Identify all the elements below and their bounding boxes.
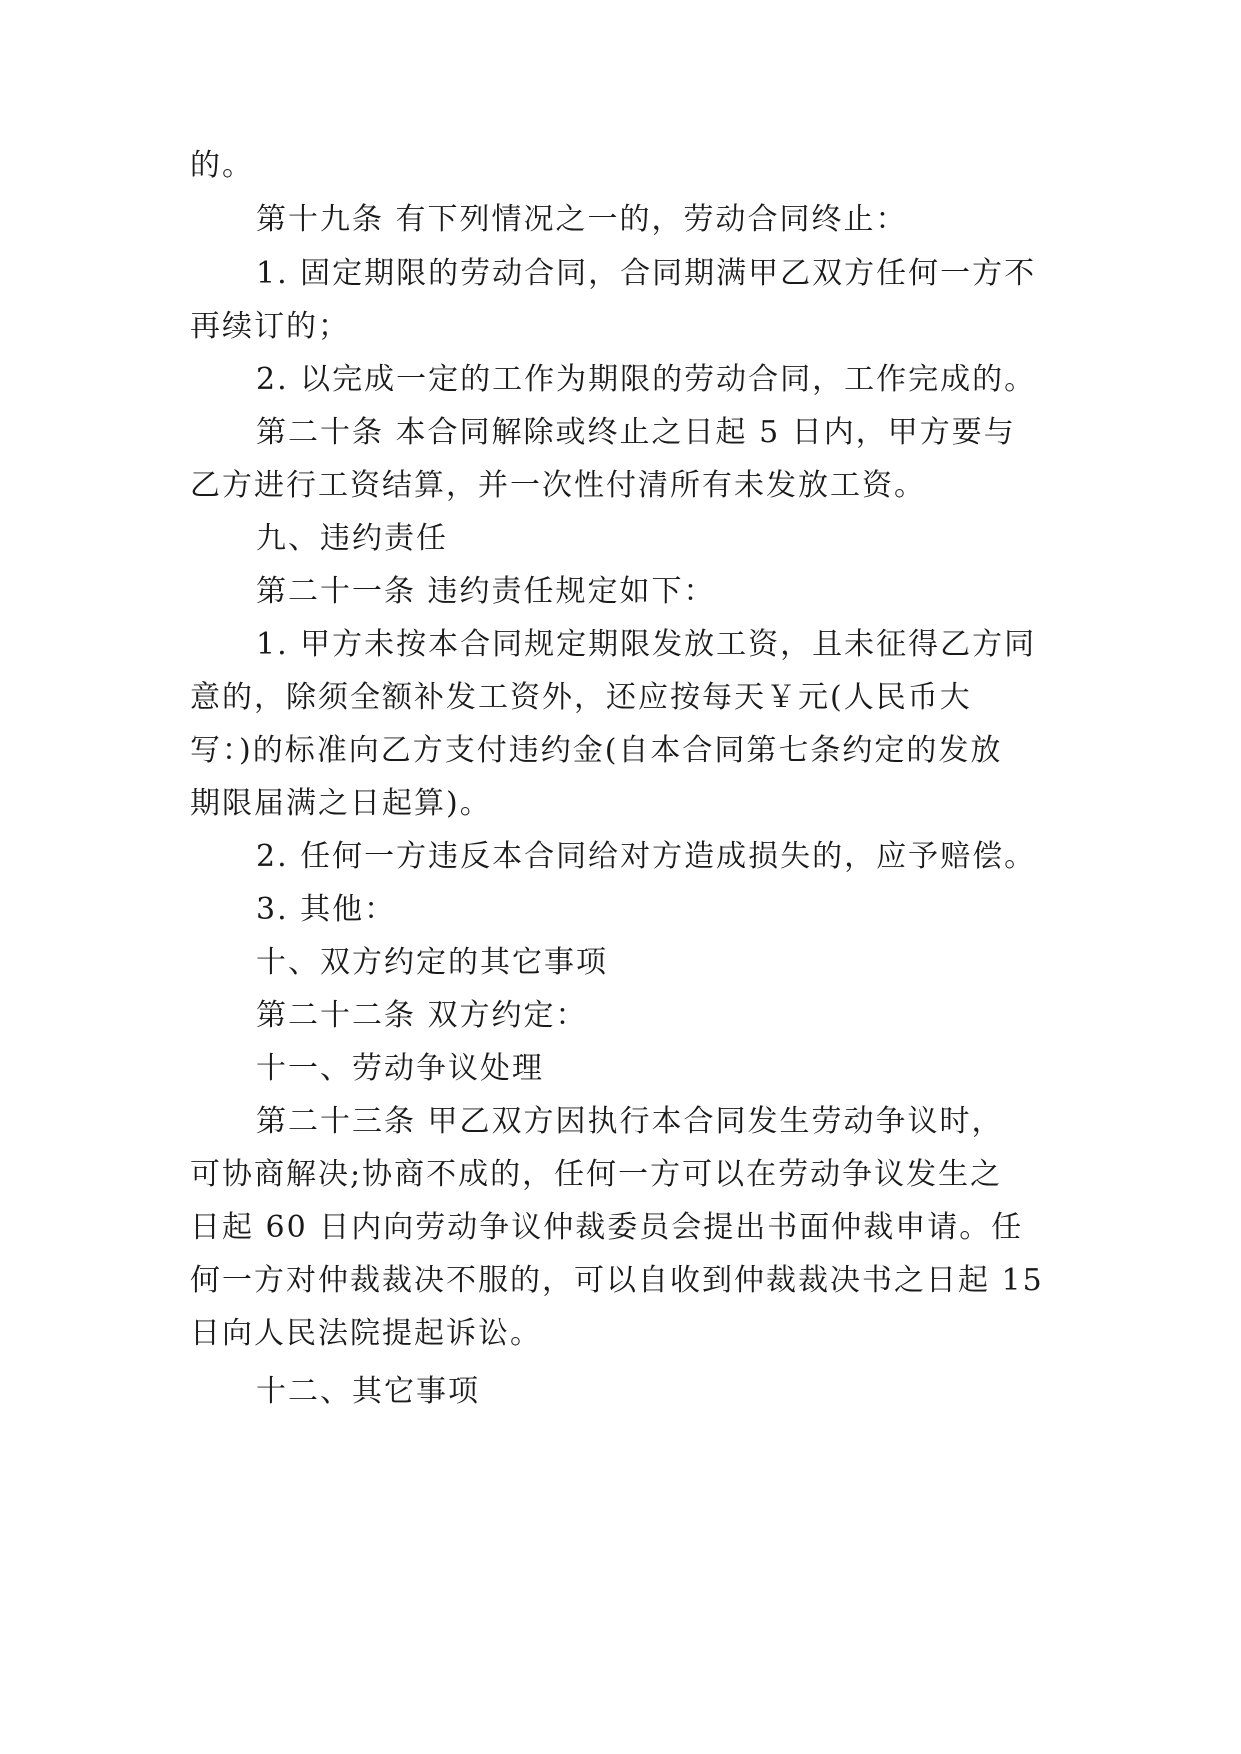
paragraph-line: 日起 60 日内向劳动争议仲裁委员会提出书面仲裁申请。任 [190, 1210, 1024, 1245]
paragraph-line: 何一方对仲裁裁决不服的，可以自收到仲裁裁决书之日起 15 [190, 1263, 1044, 1298]
article-23-text: 第二十三条 甲乙双方因执行本合同发生劳动争议时， [256, 1104, 1004, 1139]
article-22-heading: 第二十二条 双方约定： [256, 998, 588, 1033]
paragraph-line: 意的，除须全额补发工资外，还应按每天￥元(人民币大 [190, 680, 972, 715]
paragraph-line: 期限届满之日起算)。 [190, 786, 492, 821]
paragraph-line: 再续订的； [190, 309, 350, 344]
section-heading: 十一、劳动争议处理 [256, 1051, 544, 1086]
article-21-heading: 第二十一条 违约责任规定如下： [256, 574, 716, 609]
list-item: 1. 固定期限的劳动合同，合同期满甲乙双方任何一方不 [256, 256, 1037, 291]
list-item: 3. 其他： [256, 892, 397, 927]
section-heading: 十、双方约定的其它事项 [256, 945, 608, 980]
paragraph-line: 的。 [190, 148, 254, 183]
paragraph-line: 日向人民法院提起诉讼。 [190, 1316, 542, 1351]
paragraph-line: 可协商解决;协商不成的，任何一方可以在劳动争议发生之 [190, 1157, 1003, 1192]
section-heading: 九、违约责任 [256, 521, 448, 556]
article-20-text: 第二十条 本合同解除或终止之日起 5 日内，甲方要与 [256, 415, 1016, 450]
paragraph-line: 写：)的标准向乙方支付违约金(自本合同第七条约定的发放 [190, 733, 1003, 768]
list-item: 2. 任何一方违反本合同给对方造成损失的，应予赔偿。 [256, 839, 1037, 874]
paragraph-line: 乙方进行工资结算，并一次性付清所有未发放工资。 [190, 468, 926, 503]
list-item: 1. 甲方未按本合同规定期限发放工资，且未征得乙方同 [256, 627, 1037, 662]
list-item: 2. 以完成一定的工作为期限的劳动合同，工作完成的。 [256, 362, 1037, 397]
article-19-heading: 第十九条 有下列情况之一的，劳动合同终止： [256, 202, 908, 237]
section-heading: 十二、其它事项 [256, 1374, 480, 1409]
